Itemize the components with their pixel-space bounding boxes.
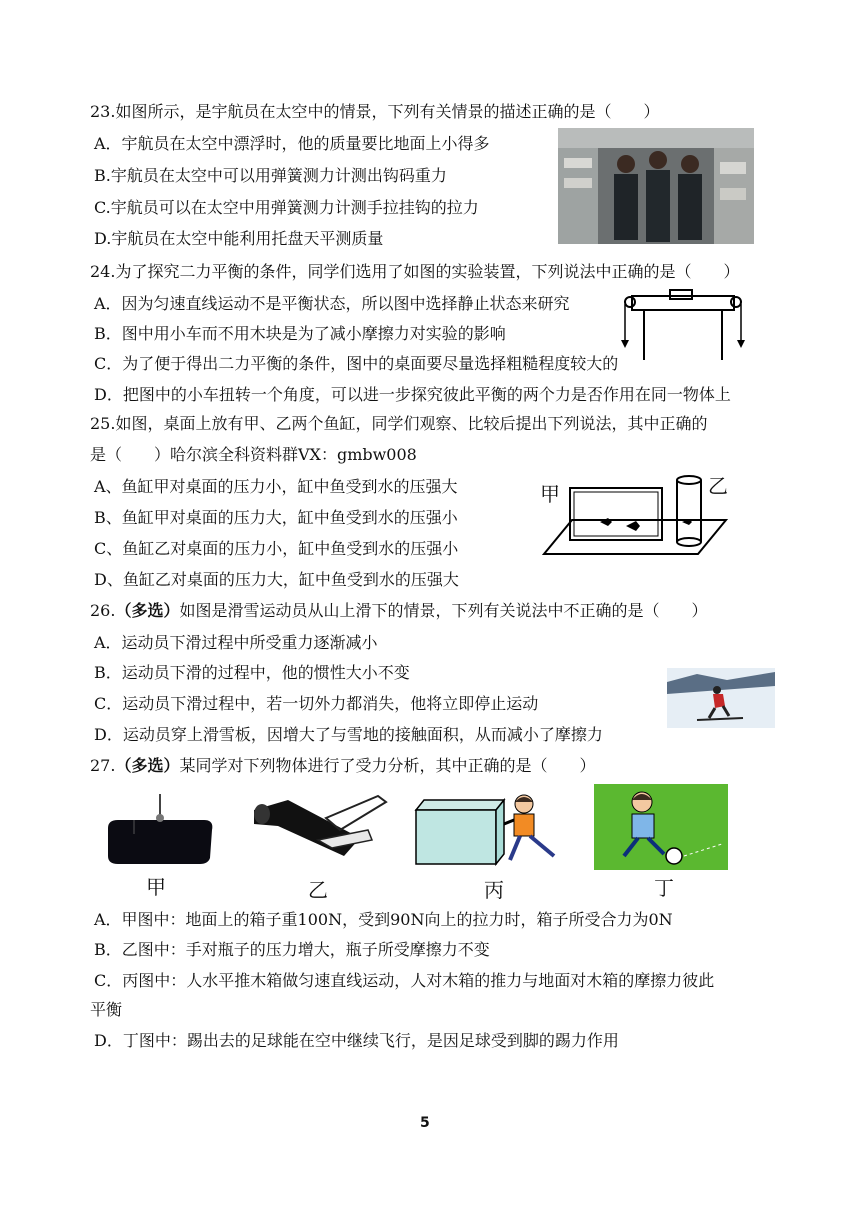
q26-multi-select-tag: （多选） [115, 601, 180, 620]
q27-option-d: D．丁图中：踢出去的足球能在空中继续飞行，是因足球受到脚的踢力作用 [94, 1031, 619, 1050]
q23-stem: 23.如图所示，是宇航员在太空中的情景，下列有关情景的描述正确的是（ ） [90, 102, 660, 121]
q26-option-b: B．运动员下滑的过程中，他的惯性大小不变 [94, 663, 410, 682]
fig-box-lifted [104, 794, 216, 866]
q27-option-c: C．丙图中：人水平推木箱做匀速直线运动，人对木箱的推力与地面对木箱的摩擦力彼此 [94, 971, 715, 990]
q26-option-a: A．运动员下滑过程中所受重力逐渐减小 [94, 633, 378, 652]
q27-multi-select-tag: （多选） [115, 756, 180, 775]
fig-label-yi-q27: 乙 [308, 878, 328, 902]
fig-label-yi: 乙 [708, 474, 728, 498]
fish-tanks-figure [540, 470, 730, 560]
q25-option-a: A、鱼缸甲对桌面的压力小，缸中鱼受到水的压强大 [94, 477, 458, 496]
q27-option-c-continued: 平衡 [90, 1000, 123, 1019]
q24-option-a: A．因为匀速直线运动不是平衡状态，所以图中选择静止状态来研究 [94, 294, 570, 313]
q23-option-d: D.宇航员在太空中能利用托盘天平测质量 [94, 229, 384, 248]
q24-stem: 24.为了探究二力平衡的条件，同学们选用了如图的实验装置，下列说法中正确的是（ ） [90, 262, 740, 281]
q24-option-c: C．为了便于得出二力平衡的条件，图中的桌面要尽量选择粗糙程度较大的 [94, 354, 619, 373]
q27-option-a: A．甲图中：地面上的箱子重100N，受到90N向上的拉力时，箱子所受合力为0N [94, 910, 673, 929]
skier-photo [667, 668, 775, 728]
fig-label-jia: 甲 [540, 482, 560, 506]
q26-option-d: D．运动员穿上滑雪板，因增大了与雪地的接触面积，从而减小了摩擦力 [94, 725, 603, 744]
page-number: 5 [420, 1115, 430, 1131]
q23-option-c: C.宇航员可以在太空中用弹簧测力计测手拉挂钩的拉力 [94, 198, 479, 217]
q26-number: 26. [90, 601, 116, 620]
q27-stem-text: 某同学对下列物体进行了受力分析，其中正确的是（ ） [179, 756, 596, 775]
fig-hand-holding-bottle [248, 790, 388, 858]
fig-child-pushing-box [414, 790, 570, 868]
astronauts-photo [558, 128, 754, 244]
q25-stem: 25.如图，桌面上放有甲、乙两个鱼缸，同学们观察、比较后提出下列说法，其中正确的 [90, 414, 708, 433]
fig-label-jia-q27: 甲 [146, 875, 166, 899]
q24-option-d: D．把图中的小车扭转一个角度，可以进一步探究彼此平衡的两个力是否作用在同一物体上 [94, 385, 731, 404]
q25-stem-continued: 是（ ）哈尔滨全科资料群VX：gmbw008 [90, 445, 417, 464]
q23-option-a: A．宇航员在太空中漂浮时，他的质量要比地面上小得多 [94, 134, 490, 153]
q26-option-c: C．运动员下滑过程中，若一切外力都消失，他将立即停止运动 [94, 694, 539, 713]
two-force-balance-apparatus [618, 286, 748, 366]
q26-stem-text: 如图是滑雪运动员从山上滑下的情景，下列有关说法中不正确的是（ ） [179, 601, 708, 620]
q27-stem [90, 756, 595, 776]
q23-option-b: B.宇航员在太空中可以用弹簧测力计测出钩码重力 [94, 166, 447, 185]
q25-option-c: C、鱼缸乙对桌面的压力小，缸中鱼受到水的压强小 [94, 539, 459, 558]
q26-stem [90, 601, 707, 621]
q25-option-d: D、鱼缸乙对桌面的压力大，缸中鱼受到水的压强大 [94, 570, 459, 589]
q25-option-b: B、鱼缸甲对桌面的压力大，缸中鱼受到水的压强小 [94, 508, 458, 527]
q27-number: 27. [90, 756, 116, 775]
q27-option-b: B．乙图中：手对瓶子的压力增大，瓶子所受摩擦力不变 [94, 940, 490, 959]
q24-option-b: B．图中用小车而不用木块是为了减小摩擦力对实验的影响 [94, 324, 506, 343]
fig-label-ding-q27: 丁 [654, 876, 674, 900]
fig-label-bing-q27: 丙 [484, 878, 504, 902]
fig-child-kicking-ball [594, 784, 728, 870]
